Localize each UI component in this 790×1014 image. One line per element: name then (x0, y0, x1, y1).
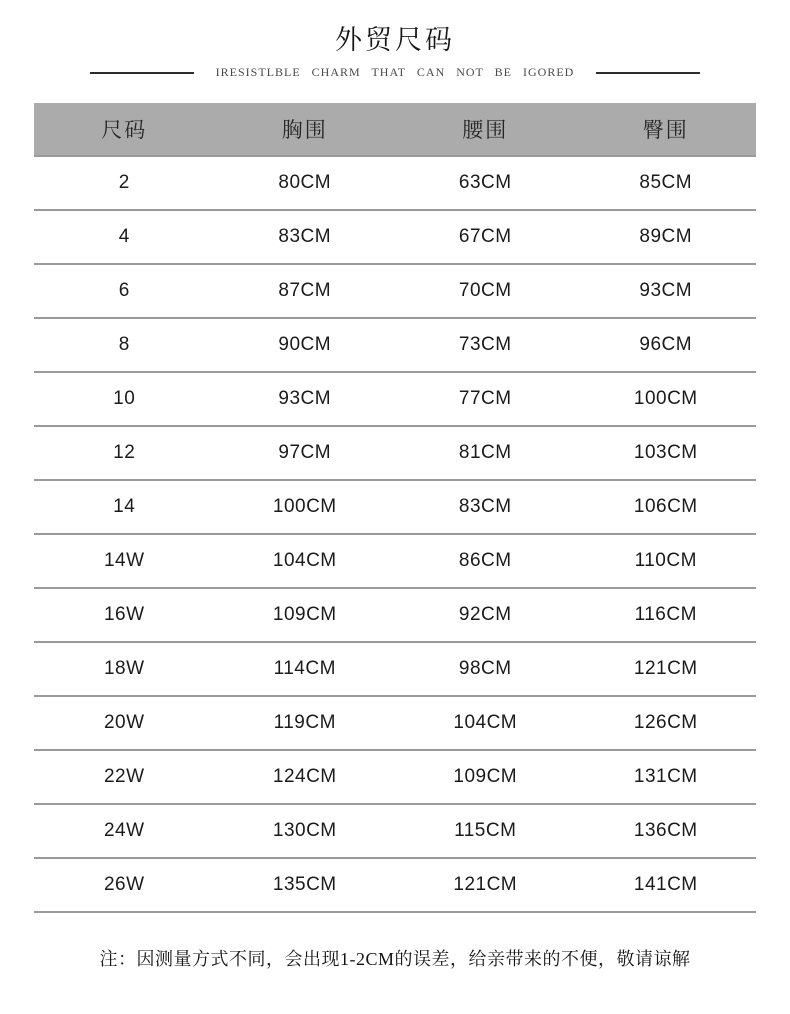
table-row (34, 696, 756, 750)
subtitle-row (0, 65, 790, 80)
waist-cell: 67CM (395, 210, 576, 264)
waist-cell: 115CM (395, 804, 576, 858)
size-cell: 16W (34, 588, 215, 642)
table-row (34, 804, 756, 858)
size-cell: 8 (34, 318, 215, 372)
waist-cell: 92CM (395, 588, 576, 642)
hip-cell: 93CM (576, 264, 757, 318)
size-cell: 10 (34, 372, 215, 426)
hip-cell: 121CM (576, 642, 757, 696)
chest-cell: 97CM (215, 426, 396, 480)
table-row (34, 588, 756, 642)
hip-cell: 96CM (576, 318, 757, 372)
table-row (34, 372, 756, 426)
hip-cell: 141CM (576, 858, 757, 912)
size-cell: 2 (34, 156, 215, 210)
waist-cell: 73CM (395, 318, 576, 372)
chest-cell: 80CM (215, 156, 396, 210)
chest-cell: 119CM (215, 696, 396, 750)
chest-cell: 100CM (215, 480, 396, 534)
chest-cell: 90CM (215, 318, 396, 372)
size-table-head (34, 103, 756, 156)
size-cell: 24W (34, 804, 215, 858)
waist-cell: 63CM (395, 156, 576, 210)
table-row (34, 642, 756, 696)
table-row (34, 534, 756, 588)
chest-cell: 109CM (215, 588, 396, 642)
hip-cell: 116CM (576, 588, 757, 642)
chest-cell: 83CM (215, 210, 396, 264)
size-cell: 14W (34, 534, 215, 588)
table-row (34, 480, 756, 534)
waist-cell: 70CM (395, 264, 576, 318)
table-row (34, 156, 756, 210)
waist-cell: 81CM (395, 426, 576, 480)
table-row (34, 318, 756, 372)
table-row (34, 210, 756, 264)
size-cell: 4 (34, 210, 215, 264)
hip-cell: 131CM (576, 750, 757, 804)
hip-cell: 103CM (576, 426, 757, 480)
waist-cell: 121CM (395, 858, 576, 912)
hip-cell: 100CM (576, 372, 757, 426)
column-header-chest: 胸围 (215, 103, 396, 156)
size-cell: 18W (34, 642, 215, 696)
waist-cell: 83CM (395, 480, 576, 534)
column-header-hip: 臀围 (576, 103, 757, 156)
size-cell: 20W (34, 696, 215, 750)
chest-cell: 135CM (215, 858, 396, 912)
hip-cell: 136CM (576, 804, 757, 858)
column-header-waist: 腰围 (395, 103, 576, 156)
column-header-size: 尺码 (34, 103, 215, 156)
waist-cell: 98CM (395, 642, 576, 696)
page-title: 外贸尺码 (335, 25, 455, 55)
size-cell: 12 (34, 426, 215, 480)
waist-cell: 109CM (395, 750, 576, 804)
size-cell: 22W (34, 750, 215, 804)
waist-cell: 86CM (395, 534, 576, 588)
table-row (34, 750, 756, 804)
size-cell: 14 (34, 480, 215, 534)
hip-cell: 106CM (576, 480, 757, 534)
hip-cell: 85CM (576, 156, 757, 210)
hip-cell: 126CM (576, 696, 757, 750)
table-row (34, 858, 756, 912)
size-table-header-row (34, 103, 756, 156)
size-table-body (34, 156, 756, 912)
chest-cell: 124CM (215, 750, 396, 804)
page-subtitle: IRESISTLBLE CHARM THAT CAN NOT BE IGORED (215, 65, 575, 79)
subtitle-right-rule (596, 72, 700, 74)
chest-cell: 87CM (215, 264, 396, 318)
waist-cell: 104CM (395, 696, 576, 750)
subtitle-left-rule (90, 72, 194, 74)
hip-cell: 89CM (576, 210, 757, 264)
size-table (34, 103, 756, 913)
chest-cell: 130CM (215, 804, 396, 858)
chest-cell: 93CM (215, 372, 396, 426)
waist-cell: 77CM (395, 372, 576, 426)
size-cell: 6 (34, 264, 215, 318)
table-row (34, 264, 756, 318)
size-cell: 26W (34, 858, 215, 912)
hip-cell: 110CM (576, 534, 757, 588)
table-row (34, 426, 756, 480)
chest-cell: 104CM (215, 534, 396, 588)
footer-note: 注：因测量方式不同，会出现1-2CM的误差，给亲带来的不便，敬请谅解 (99, 949, 691, 969)
chest-cell: 114CM (215, 642, 396, 696)
